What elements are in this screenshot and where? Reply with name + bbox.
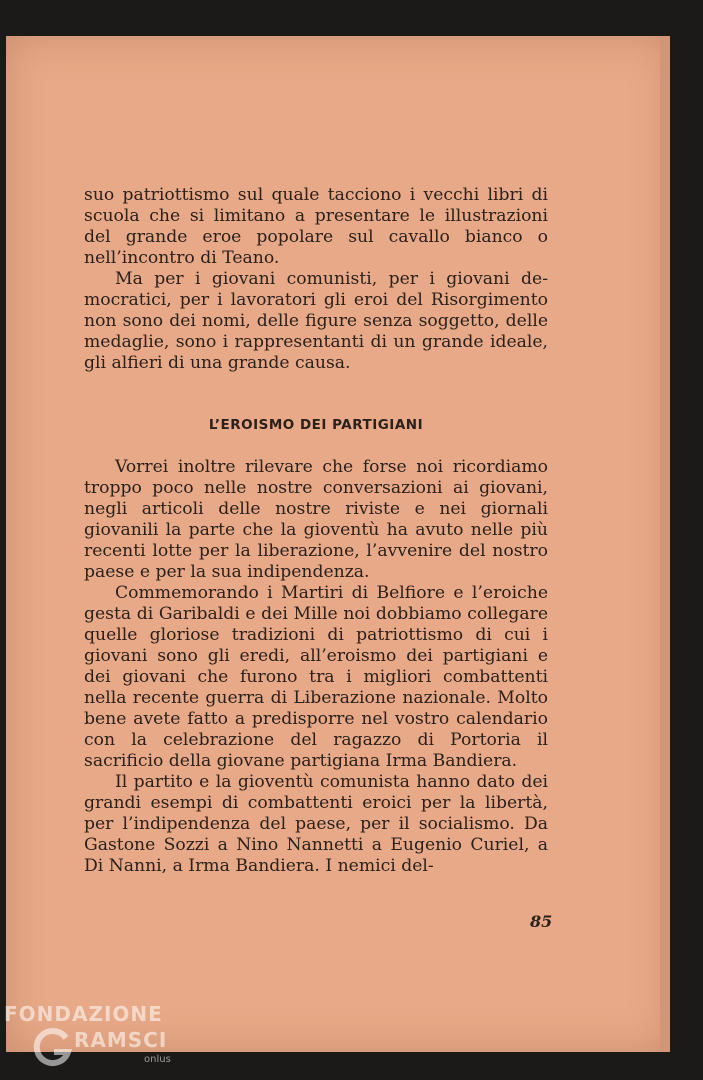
paragraph: Vorrei inoltre rilevare che forse noi ricordiamo troppo poco nelle nostre conversazioni ai giovani, negli articoli delle nostre riviste e nei giornali giovanili la parte che la gioventù ha avuto nelle più recenti lotte per la liberazione, l’avvenire del nostro paese e per la sua indipendenza.: [84, 457, 548, 582]
paragraph: Commemorando i Martiri di Belfiore e l’eroiche gesta di Garibaldi e dei Mille noi dobbiamo collegare quelle gloriose tradizioni di patriottismo di cui i giovani sono gli eredi, all’eroismo dei partigiani e dei giovani che furono tra i migliori combattenti nella recente guerra di Liberazione nazionale. Molto bene avete fatto a predisporre nel vostro calendario con la celebrazione del ragazzo di Portoria il sacrificio della giovane partigiana Irma Bandiera.: [84, 583, 548, 771]
text-block-top: [84, 185, 548, 374]
text-block-bottom: [84, 457, 548, 877]
paragraph: Ma per i giovani comunisti, per i giovani democratici, per i lavoratori gli eroi del Risorgimento non sono dei nomi, delle figure senza soggetto, delle medaglie, sono i rappresentanti di un grande ideale, gli alfieri di una grande causa.: [84, 269, 548, 373]
section-heading: L’EROISMO DEI PARTIGIANI: [208, 417, 424, 433]
watermark-line1: FONDAZIONE: [4, 1002, 163, 1026]
paragraph: suo patriottismo sul quale tacciono i vecchi libri di scuola che si limitano a presentare le illustrazioni del grande eroe popolare sul cavallo bianco o nell’incontro di Teano.: [84, 185, 548, 268]
page-number: 85: [530, 912, 553, 931]
page-edge: [660, 40, 670, 1050]
watermark-logo: [4, 1000, 204, 1080]
logo-g-icon: [30, 1026, 74, 1070]
watermark-sub: onlus: [144, 1054, 171, 1065]
paragraph: Il partito e la gioventù comunista hanno dato dei grandi esempi di combattenti eroici per la libertà, per l’indipendenza del paese, per il socialismo. Da Gastone Sozzi a Nino Nannetti a Eugenio Curiel, a Di Nanni, a Irma Bandiera. I nemici del-: [84, 772, 548, 876]
watermark-line2: RAMSCI: [74, 1028, 168, 1052]
